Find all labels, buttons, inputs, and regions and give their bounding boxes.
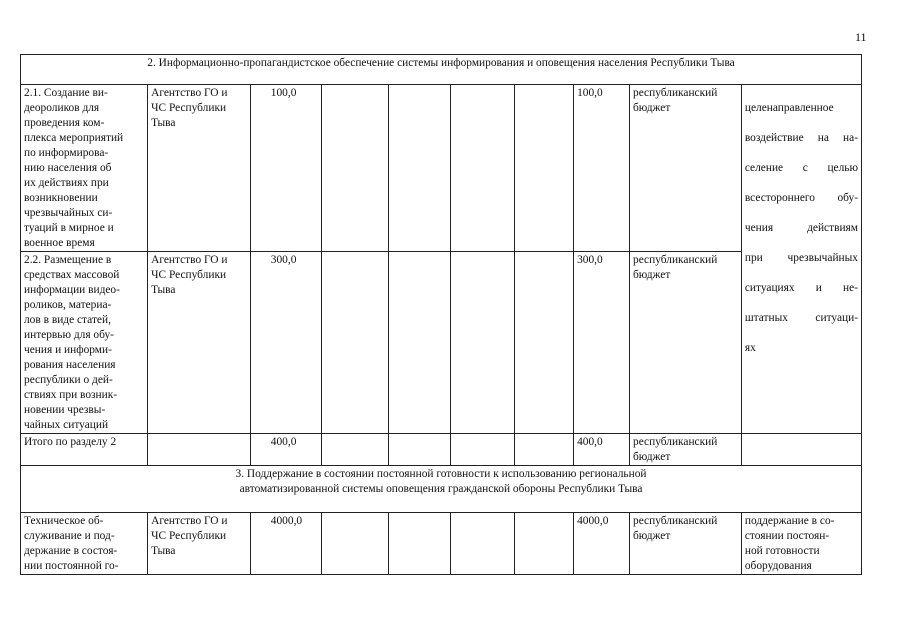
goal-line: чения действиям bbox=[744, 222, 858, 234]
empty-cell bbox=[321, 85, 388, 252]
empty-cell bbox=[389, 252, 451, 434]
goal-line: всестороннего обу- bbox=[744, 192, 858, 204]
measure-name: Техническое об- служивание и под- держание в состоя- нии постоянной го- bbox=[21, 513, 148, 575]
table-row bbox=[21, 513, 862, 575]
empty-cell bbox=[451, 85, 515, 252]
empty-cell bbox=[148, 434, 251, 466]
funding-source: республиканский бюджет bbox=[630, 513, 742, 575]
empty-cell bbox=[515, 252, 574, 434]
budget-amount: 300,0 bbox=[574, 252, 630, 434]
table-row bbox=[21, 252, 862, 434]
goal-line: при чрезвычайных bbox=[744, 252, 858, 264]
empty-cell bbox=[389, 434, 451, 466]
funding-source: республиканский бюджет bbox=[630, 434, 742, 466]
goal-line: штатных ситуаци- bbox=[744, 312, 858, 324]
goal-line: селение с целью bbox=[744, 162, 858, 174]
empty-cell bbox=[515, 434, 574, 466]
empty-cell bbox=[321, 252, 388, 434]
total-amount: 100,0 bbox=[250, 85, 321, 252]
empty-cell bbox=[451, 513, 515, 575]
section-3-title-line: автоматизированной системы оповещения гражданской обороны Республики Тыва bbox=[239, 483, 643, 495]
section-3-title-line: 3. Поддержание в состоянии постоянной готовности к использованию региональной bbox=[235, 468, 647, 480]
goal-line: ситуациях и не- bbox=[744, 282, 858, 294]
empty-cell bbox=[321, 513, 388, 575]
budget-amount: 400,0 bbox=[574, 434, 630, 466]
measure-name: Итого по разделу 2 bbox=[21, 434, 148, 466]
executor: Агентство ГО и ЧС Республики Тыва bbox=[148, 513, 251, 575]
empty-cell bbox=[451, 252, 515, 434]
empty-cell bbox=[515, 513, 574, 575]
measure-name: 2.2. Размещение в средствах массовой информации видео- роликов, материа- лов в виде статей, интервью для обу- чения и информи- рования населения республики о дей- ствиях при возник- новении чрезвы- чайных ситуаций bbox=[21, 252, 148, 434]
empty-cell bbox=[389, 85, 451, 252]
page-number: 11 bbox=[855, 30, 867, 44]
total-amount: 300,0 bbox=[250, 252, 321, 434]
table-row bbox=[21, 85, 862, 252]
section-2-title: 2. Информационно-пропагандистское обеспечение системы информирования и оповещения населения Республики Тыва bbox=[21, 55, 862, 85]
executor: Агентство ГО и ЧС Республики Тыва bbox=[148, 252, 251, 434]
expected-result bbox=[741, 85, 861, 434]
total-amount: 4000,0 bbox=[250, 513, 321, 575]
section-3-title bbox=[21, 466, 862, 513]
budget-amount: 4000,0 bbox=[574, 513, 630, 575]
table-row bbox=[21, 434, 862, 466]
total-amount: 400,0 bbox=[250, 434, 321, 466]
goal-line: целенаправленное bbox=[744, 102, 834, 114]
program-table bbox=[20, 54, 862, 575]
goal-line: воздействие на на- bbox=[744, 132, 858, 144]
empty-cell bbox=[451, 434, 515, 466]
funding-source: республиканский бюджет bbox=[630, 252, 742, 434]
empty-cell bbox=[321, 434, 388, 466]
goal-line: ях bbox=[744, 342, 756, 354]
expected-result: поддержание в со- стоянии постоян- ной готовности оборудования bbox=[741, 513, 861, 575]
measure-name: 2.1. Создание ви- деороликов для проведения ком- плекса мероприятий по информирова- нию населения об их действиях при возникновении чрезвычайных си- туаций в мирное и военное время bbox=[21, 85, 148, 252]
empty-cell bbox=[741, 434, 861, 466]
budget-amount: 100,0 bbox=[574, 85, 630, 252]
funding-source: республиканский бюджет bbox=[630, 85, 742, 252]
executor: Агентство ГО и ЧС Республики Тыва bbox=[148, 85, 251, 252]
empty-cell bbox=[389, 513, 451, 575]
empty-cell bbox=[515, 85, 574, 252]
